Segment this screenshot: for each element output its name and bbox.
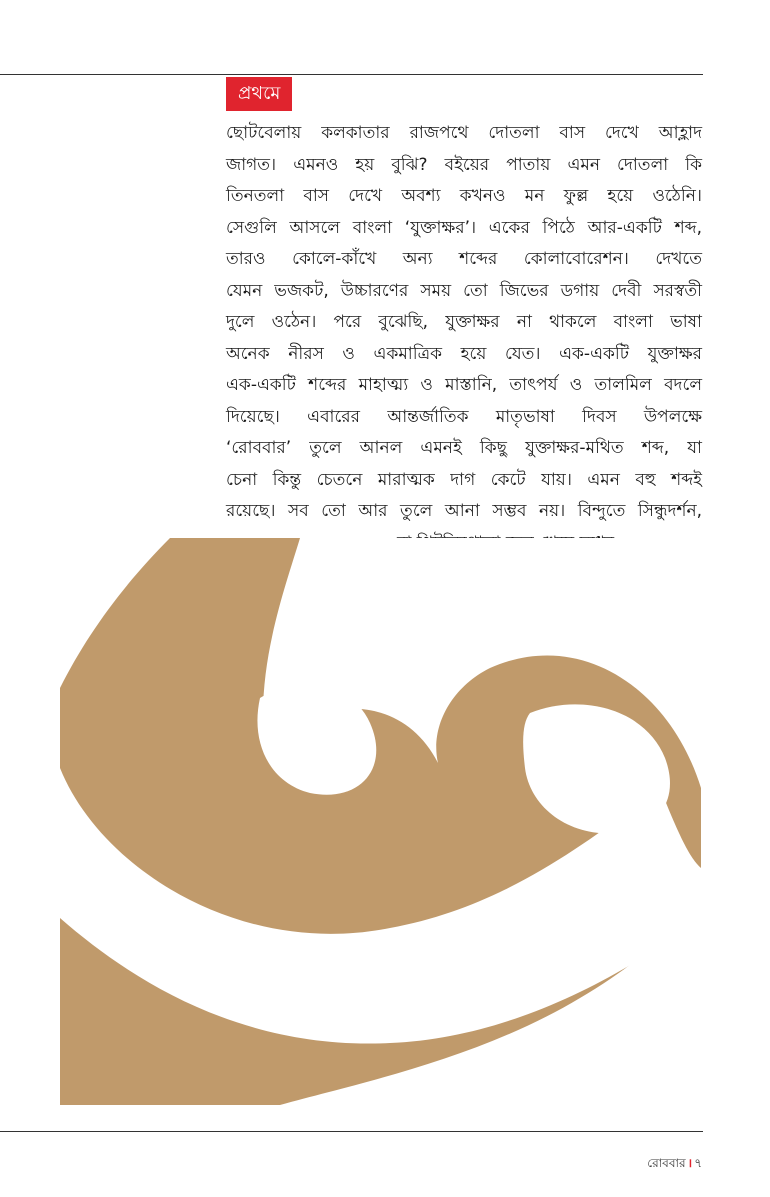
article-line: তারও কোলে-কাঁখে অন্য শব্দের কোলাবোরেশন। দেখতে [226, 249, 702, 269]
article-line: রয়েছে। সব তো আর তুলে আনা সম্ভব নয়। বিন্দুতে সিন্ধুদর্শন, [226, 501, 702, 521]
page-number: ৭ [694, 1156, 702, 1170]
article-line: অনেক নীরস ও একমাত্রিক হয়ে যেত। এক-একটি যুক্তাক্ষর [226, 343, 702, 364]
article-line: ‘রোববার’ তুলে আনল এমনই কিছু যুক্তাক্ষর-মথিত শব্দ, যা [226, 438, 702, 458]
page-folio [647, 1154, 702, 1175]
section-tag: প্রথমে [226, 77, 292, 111]
magazine-name: রোববার [647, 1156, 686, 1170]
article-line: দিয়েছে। এবারের আন্তর্জাতিক মাতৃভাষা দিবস উপলক্ষে [226, 406, 702, 427]
top-rule [0, 74, 703, 75]
article-line: এক-একটি শব্দের মাহাত্ম্য ও মাস্তানি, তাৎপর্য ও তালমিল বদলে [226, 375, 702, 395]
bottom-rule [0, 1131, 703, 1132]
article-line: তিনতলা বাস দেখে অবশ্য কখনও মন ফুল্ল হয়ে ওঠেনি। [226, 186, 702, 206]
article-line: যেমন ভজকট, উচ্চারণের সময় তো জিভের ডগায় দেবী সরস্বতী [226, 280, 702, 301]
article-line: সেগুলি আসলে বাংলা ‘যুক্তাক্ষর’। একের পিঠে আর-একটি শব্দ, [226, 217, 702, 238]
conjunct-letter-graphic-icon [60, 538, 701, 1105]
folio-separator: । [687, 1156, 693, 1170]
article-line: ছোটবেলায় কলকাতার রাজপথে দোতলা বাস দেখে আহ্লাদ [226, 123, 702, 143]
article-line: চেনা কিন্তু চেতনে মারাত্মক দাগ কেটে যায়। এমন বহু শব্দই [226, 469, 702, 490]
article-line: দুলে ওঠেন। পরে বুঝেছি, যুক্তাক্ষর না থাকলে বাংলা ভাষা [226, 312, 702, 332]
article-line: জাগত। এমনও হয় বুঝি? বইয়ের পাতায় এমন দোতলা কি [226, 154, 702, 175]
